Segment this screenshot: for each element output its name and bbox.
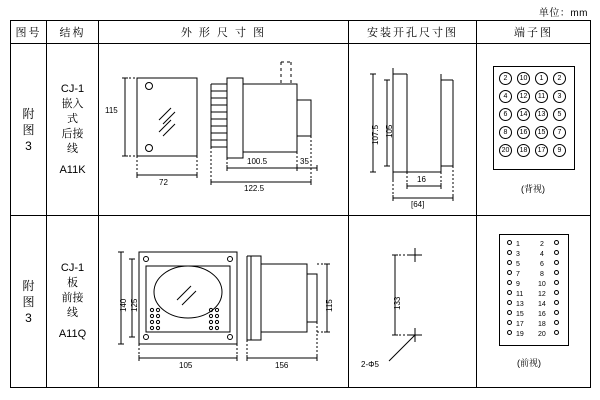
terminal-pin: 4 xyxy=(499,90,512,103)
terminal-number: 6 xyxy=(540,261,544,268)
structure-cell-2 xyxy=(47,216,99,388)
outline-cell-2 xyxy=(99,216,349,388)
terminal-number: 11 xyxy=(516,291,524,298)
cutout-cell-2 xyxy=(349,216,477,388)
terminal-dot xyxy=(507,290,512,295)
terminal-dot xyxy=(554,250,559,255)
structure-line: 线 xyxy=(67,142,78,155)
terminal-pin: 3 xyxy=(553,90,566,103)
dim-label: 115 xyxy=(325,299,334,312)
header-outline: 外 形 尺 寸 图 xyxy=(99,21,349,44)
terminal-dot xyxy=(507,240,512,245)
dim-label: 105 xyxy=(385,124,394,138)
terminal-number: 2 xyxy=(540,241,544,248)
terminal-pin: 10 xyxy=(517,72,530,85)
terminal-number: 1 xyxy=(516,241,520,248)
terminal-number: 3 xyxy=(516,251,520,258)
terminal-dot xyxy=(507,310,512,315)
terminal-number: 13 xyxy=(516,301,524,308)
structure-line: A11K xyxy=(59,163,86,176)
terminal-number: 19 xyxy=(516,331,524,338)
terminal-number: 17 xyxy=(516,321,524,328)
fig-no-line: 附 xyxy=(22,106,35,121)
dim-label: [64] xyxy=(411,200,425,209)
dim-label: 35 xyxy=(300,157,309,166)
structure-line: 线 xyxy=(67,307,78,319)
terminal-number: 14 xyxy=(538,301,546,308)
terminal-diagram-1 xyxy=(477,50,590,209)
terminal-pin: 18 xyxy=(517,144,530,157)
dim-label: 107.5 xyxy=(371,124,380,145)
table-row xyxy=(11,44,591,216)
terminal-number: 15 xyxy=(516,311,524,318)
dim-label: 122.5 xyxy=(244,184,265,193)
dim-label: 140 xyxy=(119,298,128,312)
terminal-number: 5 xyxy=(516,261,520,268)
terminal-dot xyxy=(507,260,512,265)
dim-label: 100.5 xyxy=(247,157,268,166)
structure-line: CJ-1 xyxy=(60,262,85,274)
terminal-pin: 20 xyxy=(499,144,512,157)
terminal-pin: 2 xyxy=(499,72,512,85)
structure-line: 式 xyxy=(67,112,78,125)
dim-label: 105 xyxy=(179,361,193,370)
fig-no-cell-2 xyxy=(11,216,47,388)
fig-no-line: 图 xyxy=(22,122,35,137)
fig-no-line: 3 xyxy=(25,310,32,325)
terminal-pin: 11 xyxy=(535,90,548,103)
terminal-dot xyxy=(507,320,512,325)
dim-label: 133 xyxy=(393,296,402,310)
terminal-dot xyxy=(554,320,559,325)
terminal-dot xyxy=(507,300,512,305)
header-structure: 结构 xyxy=(47,21,99,44)
dimension-table xyxy=(10,20,591,388)
structure-line: 前接 xyxy=(61,292,84,304)
structure-line: 后接 xyxy=(61,127,84,140)
terminal-pin: 9 xyxy=(553,144,566,157)
structure-line: A11Q xyxy=(58,328,87,340)
terminal-pin: 1 xyxy=(535,72,548,85)
cutout-drawing-2 xyxy=(349,222,476,381)
terminal-number: 7 xyxy=(516,271,520,278)
terminal-dot xyxy=(507,330,512,335)
fig-no-cell-1 xyxy=(11,44,47,216)
terminal-number: 10 xyxy=(538,281,546,288)
dim-label: 156 xyxy=(275,361,289,370)
terminal-pin: 15 xyxy=(535,126,548,139)
terminal-pin: 7 xyxy=(553,126,566,139)
terminal-pin: 2 xyxy=(553,72,566,85)
terminal-pin: 17 xyxy=(535,144,548,157)
terminal-number: 9 xyxy=(516,281,520,288)
terminal-number: 4 xyxy=(540,251,544,258)
terminal-dot xyxy=(554,330,559,335)
terminal-pin: 16 xyxy=(517,126,530,139)
fig-no-line: 附 xyxy=(22,278,35,293)
terminal-pin: 14 xyxy=(517,108,530,121)
fig-no-line: 3 xyxy=(25,138,32,153)
terminal-cell-1 xyxy=(477,44,591,216)
structure-line: 板 xyxy=(67,277,78,289)
terminal-view-label: (前视) xyxy=(517,358,541,368)
terminal-dot xyxy=(554,310,559,315)
structure-line: 嵌入 xyxy=(61,97,84,110)
terminal-dot xyxy=(554,240,559,245)
dim-label: 72 xyxy=(159,178,168,187)
terminal-pin: 5 xyxy=(553,108,566,121)
terminal-dot xyxy=(507,270,512,275)
terminal-pin: 12 xyxy=(517,90,530,103)
terminal-number: 8 xyxy=(540,271,544,278)
terminal-number: 18 xyxy=(538,321,546,328)
fig-no-line: 图 xyxy=(22,294,35,309)
terminal-cell-2 xyxy=(477,216,591,388)
terminal-dot xyxy=(507,280,512,285)
structure-line: CJ-1 xyxy=(60,82,85,95)
terminal-number: 12 xyxy=(538,291,546,298)
table-row xyxy=(11,216,591,388)
terminal-pin: 8 xyxy=(499,126,512,139)
header-terminal: 端子图 xyxy=(477,21,591,44)
terminal-pin: 6 xyxy=(499,108,512,121)
dim-label: 16 xyxy=(417,175,426,184)
outline-cell-1 xyxy=(99,44,349,216)
dim-label: 2-Φ5 xyxy=(361,360,379,369)
terminal-dot xyxy=(507,250,512,255)
terminal-dot xyxy=(554,290,559,295)
cutout-cell-1 xyxy=(349,44,477,216)
dim-label: 125 xyxy=(130,298,139,312)
terminal-pin: 13 xyxy=(535,108,548,121)
terminal-view-label: (背视) xyxy=(521,184,545,194)
terminal-number: 16 xyxy=(538,311,546,318)
terminal-diagram-2 xyxy=(477,222,590,381)
header-cutout: 安装开孔尺寸图 xyxy=(349,21,477,44)
table-header-row xyxy=(11,21,591,44)
outline-drawing-2 xyxy=(99,222,348,381)
terminal-dot xyxy=(554,280,559,285)
cutout-drawing-1 xyxy=(349,50,476,209)
dim-label: 115 xyxy=(105,106,118,115)
unit-note: 单位：mm xyxy=(538,8,588,19)
terminal-dot xyxy=(554,260,559,265)
structure-cell-1 xyxy=(47,44,99,216)
terminal-dot xyxy=(554,270,559,275)
outline-drawing-1 xyxy=(99,50,348,209)
terminal-dot xyxy=(554,300,559,305)
terminal-number: 20 xyxy=(538,331,546,338)
header-fig-no: 图号 xyxy=(11,21,47,44)
